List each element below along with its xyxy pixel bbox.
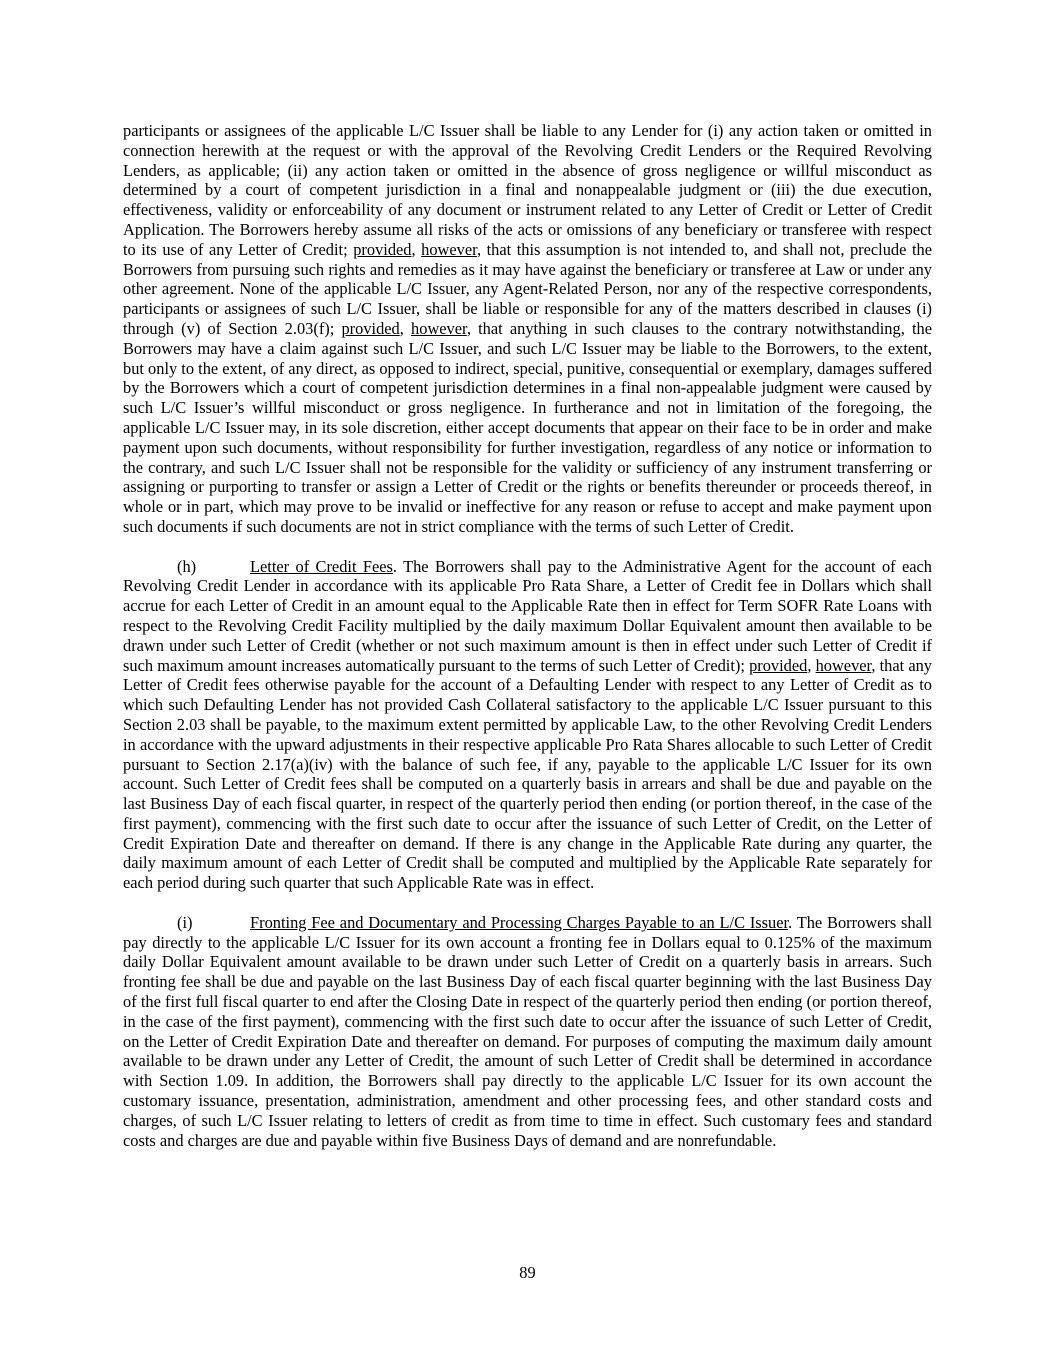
text-run: , [807, 655, 816, 675]
text-run: , [399, 318, 412, 338]
underlined-term-provided: provided [353, 239, 412, 259]
section-heading: Fronting Fee and Documentary and Processing Charges Payable to an L/C Issuer [250, 912, 789, 932]
paragraph-section-h [123, 557, 932, 894]
text-run: , [411, 239, 422, 259]
paragraph-continuation [123, 121, 932, 537]
underlined-term-however: however [815, 655, 872, 675]
text-run: . The Borrowers shall pay to the Administrative Agent for the account of each Revolving Credit Lender in accordance with its applicable Pro Rata Share, a Letter of Credit fee in Dollars which shall accrue for each Letter of Credit in an amount equal to the Applicable Rate then in effect for Term SOFR Rate Loans with respect to the Revolving Credit Facility multiplied by the daily maximum Dollar Equivalent amount then available to be drawn under such Letter of Credit (whether or not such maximum amount is then in effect under such Letter of Credit if such maximum amount increases automatically pursuant to the terms of such Letter of Credit); [123, 556, 932, 675]
paragraph-section-i [123, 913, 932, 1151]
section-label: (i) [177, 912, 193, 932]
text-run: , that anything in such clauses to the contrary notwithstanding, the Borrowers may have a claim against such L/C Issuer, and such L/C Issuer may be liable to the Borrowers, to the extent, but only to the extent, of any direct, as opposed to indirect, special, punitive, consequential or exemplary, damages suffered by the Borrowers which a court of competent jurisdiction determines in a final non-appealable judgment were caused by such L/C Issuer’s willful misconduct or gross negligence. In furtherance and not in limitation of the foregoing, the applicable L/C Issuer may, in its sole discretion, either accept documents that appear on their face to be in order and make payment upon such documents, without responsibility for further investigation, regardless of any notice or information to the contrary, and such L/C Issuer shall not be responsible for the validity or sufficiency of any instrument transferring or assigning or purporting to transfer or assign a Letter of Credit or the rights or benefits thereunder or proceeds thereof, in whole or in part, which may prove to be invalid or ineffective for any reason or refuse to accept and make payment upon such documents if such documents are not in strict compliance with the terms of such Letter of Credit. [123, 318, 933, 536]
underlined-term-however: however [421, 239, 477, 259]
text-run: , that this assumption is not intended to, and shall not, preclude the Borrowers from pursuing such rights and remedies as it may have against the beneficiary or transferee at Law or under any other agreement. None of the applicable L/C Issuer, any Agent-Related Person, nor any of the respective correspondents, participants or assignees of such L/C Issuer, shall be liable or responsible for any of the matters described in clauses (i) through (v) of Section 2.03(f); [123, 239, 932, 338]
text-run: participants or assignees of the applicable L/C Issuer shall be liable to any Lender for (i) any action taken or omitted in connection herewith at the request or with the approval of the Revolving Credit Lenders or the Required Revolving Lenders, as applicable; (ii) any action taken or omitted in the absence of gross negligence or willful misconduct as determined by a court of competent jurisdiction in a final and nonappealable judgment or (iii) the due execution, effectiveness, validity or enforceability of any document or instrument related to any Letter of Credit or Letter of Credit Application. The Borrowers hereby assume all risks of the acts or omissions of any beneficiary or transferee with respect to its use of any Letter of Credit; [123, 121, 932, 259]
underlined-term-provided: provided [341, 318, 400, 338]
text-run: . The Borrowers shall pay directly to the applicable L/C Issuer for its own account a fronting fee in Dollars equal to 0.125% of the maximum daily Dollar Equivalent amount available to be drawn under such Letter of Credit on a quarterly basis in arrears. Such fronting fee shall be due and payable on the last Business Day of each fiscal quarter beginning with the last Business Day of the first full fiscal quarter to end after the Closing Date in respect of the quarterly period then ending (or portion thereof, in the case of the first payment), commencing with the first such date to occur after the issuance of such Letter of Credit, on the Letter of Credit Expiration Date and thereafter on demand. For purposes of computing the maximum daily amount available to be drawn under any Letter of Credit, the amount of such Letter of Credit shall be determined in accordance with Section 1.09. In addition, the Borrowers shall pay directly to the applicable L/C Issuer for its own account the customary issuance, presentation, administration, amendment and other processing fees, and other standard costs and charges, of such L/C Issuer relating to letters of credit as from time to time in effect. Such customary fees and standard costs and charges are due and payable within five Business Days of demand and are nonrefundable. [123, 912, 932, 1150]
underlined-term-provided: provided [749, 655, 808, 675]
section-heading: Letter of Credit Fees [250, 556, 393, 576]
page-number: 89 [519, 1263, 536, 1282]
text-run: , that any Letter of Credit fees otherwise payable for the account of a Defaulting Lender with respect to any Letter of Credit as to which such Defaulting Lender has not provided Cash Collateral satisfactory to the applicable L/C Issuer pursuant to this Section 2.03 shall be payable, to the maximum extent permitted by applicable Law, to the other Revolving Credit Lenders in accordance with the upward adjustments in their respective applicable Pro Rata Shares allocable to such Letter of Credit pursuant to Section 2.17(a)(iv) with the balance of such fee, if any, payable to the applicable L/C Issuer for its own account. Such Letter of Credit fees shall be computed on a quarterly basis in arrears and shall be due and payable on the last Business Day of each fiscal quarter, in respect of the quarterly period then ending (or portion thereof, in the case of the first payment), commencing with the first such date to occur after the issuance of such Letter of Credit, on the Letter of Credit Expiration Date and thereafter on demand. If there is any change in the Applicable Rate during any quarter, the daily maximum amount of each Letter of Credit shall be computed and multiplied by the Applicable Rate separately for each period during such quarter that such Applicable Rate was in effect. [123, 655, 932, 893]
section-label: (h) [177, 556, 197, 576]
underlined-term-however: however [411, 318, 467, 338]
